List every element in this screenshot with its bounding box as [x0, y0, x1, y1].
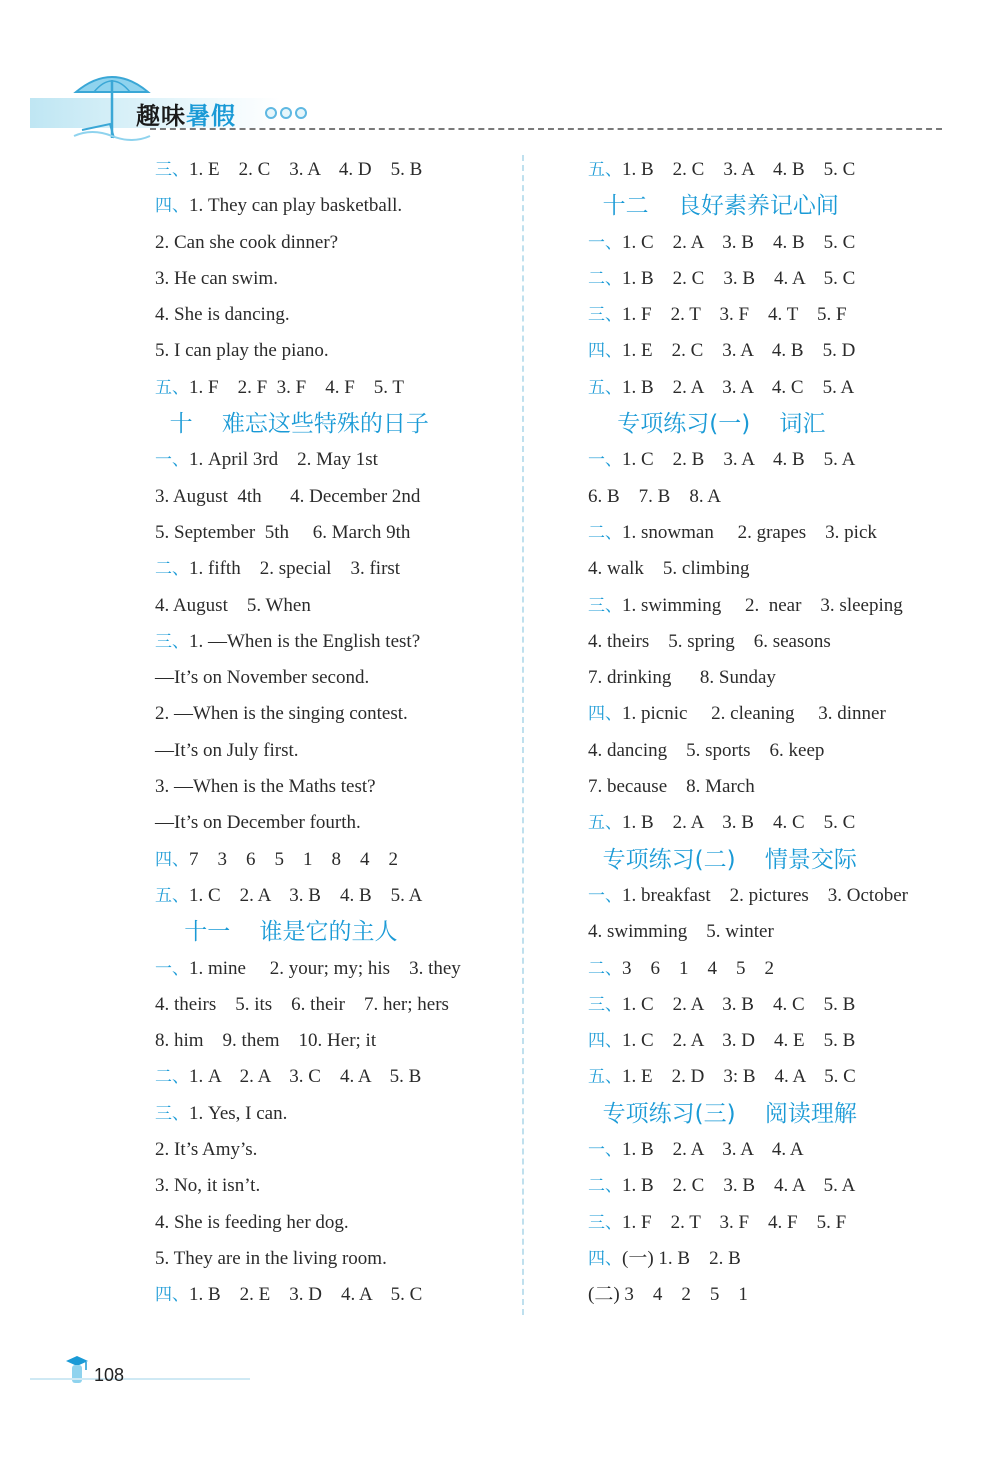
answer-text: (二) 3 4 2 5 1 — [588, 1284, 748, 1306]
answer-text: 1. —When is the English test? — [189, 630, 421, 652]
answer-text: 1. fifth 2. special 3. first — [189, 558, 401, 580]
answer-text: 2. Can she cook dinner? — [155, 231, 339, 253]
answer-line — [588, 1277, 958, 1313]
answer-text: 1. snowman 2. grapes 3. pick — [622, 521, 877, 543]
answer-line — [155, 588, 515, 624]
answer-text: 4. theirs 5. its 6. their 7. her; hers — [155, 993, 449, 1015]
answer-line — [588, 297, 958, 333]
answer-line — [155, 1168, 515, 1204]
answer-line — [155, 660, 515, 696]
answer-column-right — [588, 152, 958, 1314]
answer-line — [588, 479, 958, 515]
answer-text: —It’s on December fourth. — [155, 812, 361, 834]
question-number-mark: 一、 — [588, 885, 622, 906]
answer-text: 1. C 2. A 3. B 4. B 5. C — [622, 231, 856, 253]
answer-text: 1. Yes, I can. — [189, 1102, 288, 1124]
question-number-mark: 五、 — [155, 885, 189, 906]
answer-line — [588, 1059, 958, 1095]
answer-line — [588, 624, 958, 660]
question-number-mark: 四、 — [588, 1031, 622, 1052]
question-number-mark: 二、 — [155, 1067, 189, 1088]
question-number-mark: 五、 — [588, 1067, 622, 1088]
answer-text: 8. him 9. them 10. Her; it — [155, 1030, 377, 1052]
answer-text: 2. It’s Amy’s. — [155, 1139, 258, 1161]
question-number-mark: 一、 — [155, 958, 189, 979]
question-number-mark: 四、 — [155, 196, 189, 217]
answer-text: 1. breakfast 2. pictures 3. October — [622, 884, 908, 906]
section-title: 十 难忘这些特殊的日子 — [155, 411, 429, 438]
answer-line — [588, 442, 958, 478]
section-title: 专项练习(一) 词汇 — [588, 411, 826, 438]
answer-text: (一) 1. B 2. B — [622, 1247, 741, 1269]
answer-text: 7 3 6 5 1 8 4 2 — [189, 848, 398, 870]
answer-line — [155, 297, 515, 333]
answer-text: 1. They can play basketball. — [189, 195, 403, 217]
answer-line — [588, 805, 958, 841]
answer-line — [155, 769, 515, 805]
question-number-mark: 四、 — [588, 704, 622, 725]
page-number: 108 — [94, 1365, 125, 1385]
answer-text: 3 6 1 4 5 2 — [622, 957, 774, 979]
answer-text: 6. B 7. B 8. A — [588, 485, 722, 507]
answer-text: 5. They are in the living room. — [155, 1247, 387, 1269]
question-number-mark: 二、 — [588, 958, 622, 979]
answer-line — [155, 152, 515, 188]
answer-line — [588, 769, 958, 805]
answer-text: 3. August 4th 4. December 2nd — [155, 485, 421, 507]
answer-text: 4. swimming 5. winter — [588, 921, 774, 943]
answer-text: 1. F 2. T 3. F 4. T 5. F — [622, 304, 847, 326]
answer-text: 1. C 2. A 3. D 4. E 5. B — [622, 1030, 856, 1052]
answer-line — [155, 551, 515, 587]
question-number-mark: 四、 — [588, 1248, 622, 1269]
answer-line — [155, 878, 515, 914]
answer-line — [588, 261, 958, 297]
section-title: 十二 良好素养记心间 — [588, 193, 839, 220]
question-number-mark: 二、 — [155, 559, 189, 580]
answer-text: 4. walk 5. climbing — [588, 558, 750, 580]
answer-text: 1. F 2. T 3. F 4. F 5. F — [622, 1211, 847, 1233]
question-number-mark: 一、 — [588, 1140, 622, 1161]
answer-line — [155, 1096, 515, 1132]
answer-text: 4. She is dancing. — [155, 304, 290, 326]
answer-line — [155, 515, 515, 551]
answer-text: 1. A 2. A 3. C 4. A 5. B — [189, 1066, 422, 1088]
question-number-mark: 五、 — [588, 813, 622, 834]
question-number-mark: 一、 — [588, 450, 622, 471]
answer-text: 1. F 2. F 3. F 4. F 5. T — [189, 376, 405, 398]
answer-text: 1. picnic 2. cleaning 3. dinner — [622, 703, 886, 725]
answer-line — [588, 1023, 958, 1059]
section-title: 十一 谁是它的主人 — [155, 919, 398, 946]
answer-text: 7. because 8. March — [588, 776, 755, 798]
page-footer — [30, 1345, 330, 1405]
answer-line — [588, 152, 958, 188]
answer-line — [588, 551, 958, 587]
question-number-mark: 五、 — [588, 377, 622, 398]
answer-text: 1. April 3rd 2. May 1st — [189, 449, 378, 471]
answer-line — [155, 987, 515, 1023]
answer-column-left — [155, 152, 515, 1314]
answer-text: 1. C 2. B 3. A 4. B 5. A — [622, 449, 856, 471]
question-number-mark: 四、 — [588, 341, 622, 362]
answer-line — [155, 479, 515, 515]
header-dots-icon — [265, 107, 307, 119]
question-number-mark: 三、 — [155, 1103, 189, 1124]
answer-line — [155, 805, 515, 841]
answer-text: 1. B 2. A 3. A 4. A — [622, 1139, 804, 1161]
answer-line — [588, 1168, 958, 1204]
question-number-mark: 四、 — [155, 849, 189, 870]
answer-text: 4. dancing 5. sports 6. keep — [588, 739, 825, 761]
answer-line — [155, 1241, 515, 1277]
question-number-mark: 三、 — [588, 1212, 622, 1233]
footer-rule — [30, 1378, 250, 1380]
answer-text: 7. drinking 8. Sunday — [588, 667, 776, 689]
section-title: 专项练习(二) 情景交际 — [588, 846, 857, 873]
answer-line — [155, 1059, 515, 1095]
answer-line — [588, 914, 958, 950]
header-dashed-rule — [150, 128, 942, 130]
answer-line — [588, 370, 958, 406]
answer-line — [588, 733, 958, 769]
answer-line — [588, 660, 958, 696]
answer-line — [155, 842, 515, 878]
answer-text: 1. B 2. C 3. A 4. B 5. C — [622, 159, 856, 180]
answer-line — [155, 1132, 515, 1168]
answer-line — [155, 951, 515, 987]
question-number-mark: 二、 — [588, 522, 622, 543]
question-number-mark: 一、 — [588, 232, 622, 253]
answer-text: —It’s on July first. — [155, 739, 299, 761]
answer-text: 3. He can swim. — [155, 267, 278, 289]
answer-text: 1. E 2. C 3. A 4. B 5. D — [622, 340, 856, 362]
answer-text: 4. August 5. When — [155, 594, 311, 616]
answer-line — [588, 588, 958, 624]
answer-line — [588, 878, 958, 914]
answer-line — [155, 442, 515, 478]
graduation-cap-icon — [64, 1353, 90, 1387]
answer-line — [588, 696, 958, 732]
question-number-mark: 三、 — [588, 994, 622, 1015]
answer-line — [588, 515, 958, 551]
answer-text: 1. B 2. A 3. B 4. C 5. C — [622, 812, 856, 834]
answer-line — [588, 951, 958, 987]
answer-text: 5. September 5th 6. March 9th — [155, 521, 411, 543]
answer-text: 5. I can play the piano. — [155, 340, 329, 362]
answer-line — [588, 987, 958, 1023]
answer-line — [155, 261, 515, 297]
answer-text: 1. B 2. C 3. B 4. A 5. C — [622, 267, 856, 289]
question-number-mark: 五、 — [155, 377, 189, 398]
question-number-mark: 三、 — [155, 160, 189, 180]
answer-line — [588, 1241, 958, 1277]
answer-text: 4. theirs 5. spring 6. seasons — [588, 630, 831, 652]
question-number-mark: 四、 — [155, 1285, 189, 1306]
answer-text: 2. —When is the singing contest. — [155, 703, 408, 725]
answer-text: 1. E 2. C 3. A 4. D 5. B — [189, 159, 423, 180]
answer-line — [155, 696, 515, 732]
answer-text: —It’s on November second. — [155, 667, 370, 689]
column-divider — [522, 155, 524, 1315]
answer-line — [155, 333, 515, 369]
question-number-mark: 三、 — [155, 631, 189, 652]
question-number-mark: 二、 — [588, 268, 622, 289]
answer-line — [155, 225, 515, 261]
answer-line — [155, 370, 515, 406]
answer-line — [155, 1277, 515, 1313]
answer-text: 1. C 2. A 3. B 4. B 5. A — [189, 884, 423, 906]
brand-title: 趣味暑假 — [136, 102, 236, 130]
answer-line — [588, 1132, 958, 1168]
section-title: 专项练习(三) 阅读理解 — [588, 1100, 857, 1127]
question-number-mark: 三、 — [588, 595, 622, 616]
question-number-mark: 二、 — [588, 1176, 622, 1197]
answer-line — [588, 1205, 958, 1241]
answer-text: 3. No, it isn’t. — [155, 1175, 261, 1197]
answer-line — [155, 1023, 515, 1059]
answer-text: 1. mine 2. your; my; his 3. they — [189, 957, 461, 979]
answer-line — [155, 1205, 515, 1241]
question-number-mark: 五、 — [588, 160, 622, 180]
answer-line — [588, 333, 958, 369]
answer-line — [155, 733, 515, 769]
answer-text: 3. —When is the Maths test? — [155, 776, 376, 798]
answer-text: 1. B 2. E 3. D 4. A 5. C — [189, 1284, 423, 1306]
question-number-mark: 三、 — [588, 305, 622, 326]
answer-text: 1. swimming 2. near 3. sleeping — [622, 594, 903, 616]
answer-text: 4. She is feeding her dog. — [155, 1211, 349, 1233]
answer-line — [155, 188, 515, 224]
answer-text: 1. C 2. A 3. B 4. C 5. B — [622, 993, 856, 1015]
page-header — [0, 0, 1000, 150]
answer-line — [155, 624, 515, 660]
answer-text: 1. B 2. A 3. A 4. C 5. A — [622, 376, 855, 398]
answer-line — [588, 225, 958, 261]
answer-text: 1. B 2. C 3. B 4. A 5. A — [622, 1175, 856, 1197]
answer-text: 1. E 2. D 3: B 4. A 5. C — [622, 1066, 856, 1088]
question-number-mark: 一、 — [155, 450, 189, 471]
